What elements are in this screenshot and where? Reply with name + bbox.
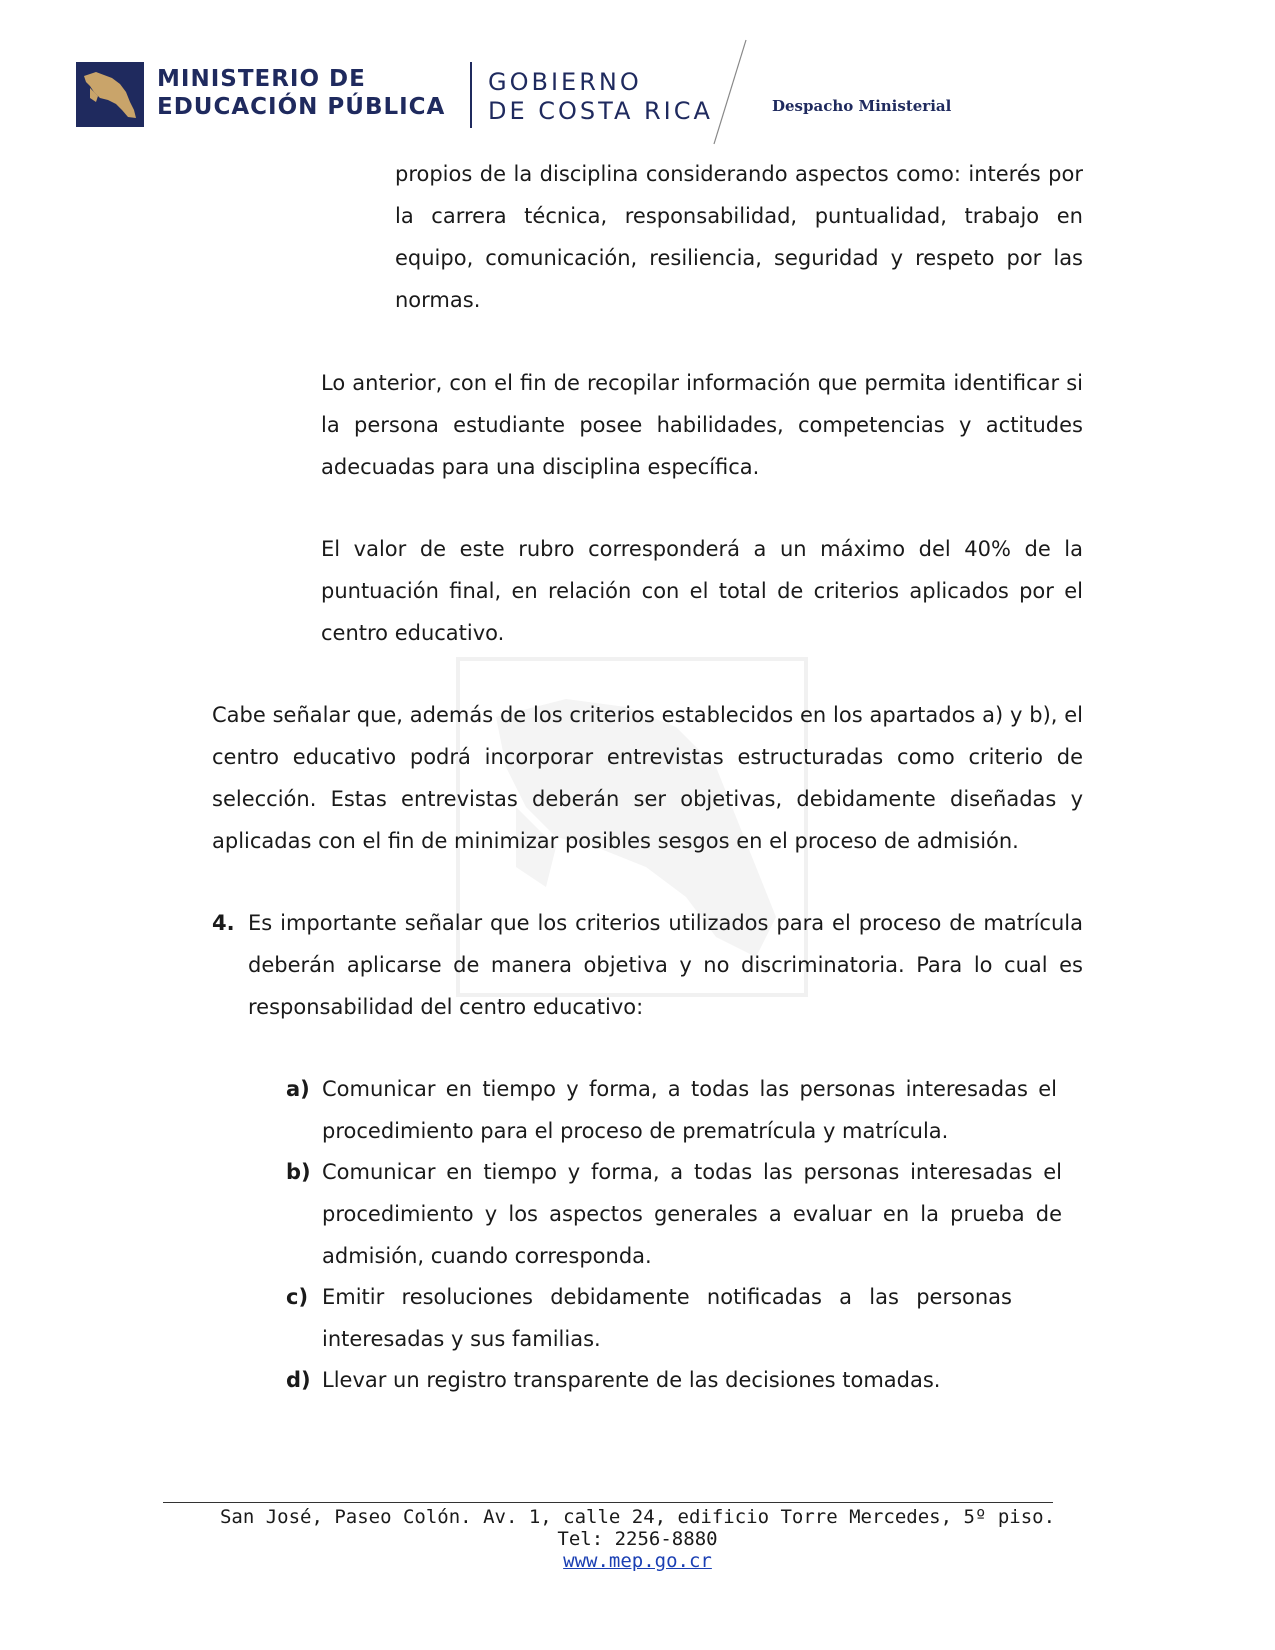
footer-phone: Tel: 2256-8880	[557, 1528, 718, 1550]
subitem-label: a)	[286, 1077, 310, 1101]
paragraph-continuation: propios de la disciplina considerando aspectos como: interés por la carrera técnica, responsabilidad, puntualidad, trabajo en equipo, comunicación, resiliencia, seguridad y respeto por las normas.	[395, 162, 1083, 312]
subitem-text: Llevar un registro transparente de las decisiones tomadas.	[322, 1368, 941, 1392]
subitem-text: Comunicar en tiempo y forma, a todas las personas interesadas el procedimiento para el proceso de prematrícula y matrícula.	[322, 1077, 1057, 1143]
header-slash-divider	[710, 38, 750, 148]
paragraph-value: El valor de este rubro corresponderá a un máximo del 40% de la puntuación final, en relación con el total de criterios aplicados por el centro educativo.	[321, 537, 1083, 645]
mep-logo-icon	[76, 62, 144, 127]
subitem-label: d)	[286, 1368, 311, 1392]
footer-address: San José, Paseo Colón. Av. 1, calle 24, edificio Torre Mercedes, 5º piso.	[219, 1506, 1056, 1528]
subitem-text: Emitir resoluciones debidamente notificadas a las personas interesadas y sus familias.	[322, 1285, 1012, 1351]
paragraph-purpose: Lo anterior, con el fin de recopilar información que permita identificar si la persona estudiante posee habilidades, competencias y actitudes adecuadas para una disciplina específica.	[321, 371, 1083, 479]
government-name-line2: DE COSTA RICA	[488, 97, 713, 125]
office-name: Despacho Ministerial	[772, 97, 952, 115]
subitem-label: b)	[286, 1160, 311, 1184]
list-item-text: Es importante señalar que los criterios utilizados para el proceso de matrícula deberán aplicarse de manera objetiva y no discriminatoria. Para lo cual es responsabilidad del centro educativo:	[248, 911, 1083, 1019]
header-divider	[470, 62, 472, 128]
list-item-number: 4.	[212, 911, 235, 935]
government-name-line1: GOBIERNO	[488, 68, 642, 96]
paragraph-interviews: Cabe señalar que, además de los criterios establecidos en los apartados a) y b), el centro educativo podrá incorporar entrevistas estructuradas como criterio de selección. Estas entrevistas deberán ser objetivas, debidamente diseñadas y aplicadas con el fin de minimizar posibles sesgos en el proceso de admisión.	[212, 703, 1083, 853]
subitem-label: c)	[286, 1285, 309, 1309]
costa-rica-map-icon	[76, 62, 144, 127]
ministry-name-line2: EDUCACIÓN PÚBLICA	[157, 94, 446, 120]
footer-divider	[163, 1502, 1053, 1503]
subitem-text: Comunicar en tiempo y forma, a todas las personas interesadas el procedimiento y los aspectos generales a evaluar en la prueba de admisión, cuando corresponda.	[322, 1160, 1062, 1268]
ministry-name-line1: MINISTERIO DE	[157, 66, 366, 92]
footer-website-link[interactable]: www.mep.go.cr	[563, 1550, 712, 1572]
